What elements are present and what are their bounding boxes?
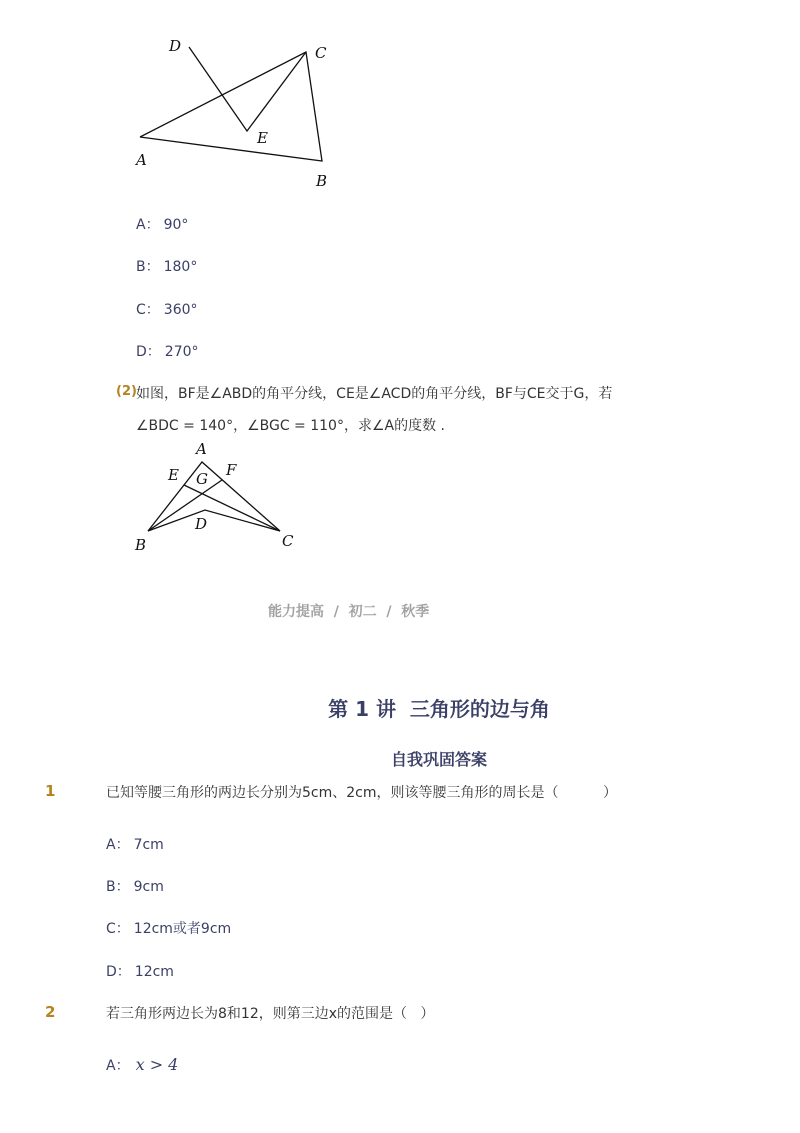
q1-option-a[interactable] [106,834,164,854]
option-letter: D： [136,344,161,360]
question-number-2: 2 [45,1003,56,1021]
option-text: 9cm [133,879,164,895]
figure-2-diagram [130,436,310,556]
option-text: x > 4 [135,1055,179,1074]
option-letter: A： [106,837,130,853]
option-text: 180° [163,259,198,275]
option-letter: B： [106,879,130,895]
option-a[interactable] [136,214,188,234]
fig2-label-d: D [195,515,208,533]
q1-option-c[interactable] [106,918,231,938]
option-letter: D： [106,964,131,980]
sub-question-line-1: 如图，BF是∠ABD的角平分线，CE是∠ACD的角平分线，BF与CE交于G，若 [136,386,613,402]
sub-question-number: (2) [116,384,137,399]
fig2-label-c: C [282,532,294,550]
fig2-segment-bf [148,480,222,531]
fig1-label-e: E [257,129,268,147]
option-letter: C： [106,921,130,937]
option-d[interactable] [136,341,199,361]
option-c[interactable] [136,299,198,319]
option-letter: A： [136,217,160,233]
fig2-label-a: A [196,440,207,458]
fig1-polyline-dec [189,47,306,131]
fig2-label-e: E [168,466,179,484]
fig1-label-c: C [315,44,327,62]
option-text: 7cm [133,837,164,853]
question-2-text: 若三角形两边长为8和12，则第三边x的范围是（ ） [106,1006,435,1022]
page-footer: 能力提高 / 初二 / 秋季 [268,604,430,620]
option-letter: C： [136,302,160,318]
fig1-triangle-abc [140,52,322,161]
option-text: 90° [163,217,189,233]
fig1-label-a: A [136,151,147,169]
fig2-label-g: G [196,470,208,488]
option-text: 270° [164,344,199,360]
sub-question-line-2: ∠BDC = 140°，∠BGC = 110°，求∠A的度数 . [136,418,445,434]
figure-1-diagram [120,30,360,200]
q1-option-b[interactable] [106,876,164,896]
option-letter: B： [136,259,160,275]
option-letter: A： [106,1058,130,1074]
fig2-label-f: F [226,461,237,479]
section-title: 自我巩固答案 [390,750,487,769]
option-text: 12cm [134,964,174,980]
option-text: 12cm或者9cm [133,921,232,937]
lecture-title: 第 1 讲 三角形的边与角 [328,697,550,721]
q1-option-d[interactable] [106,961,174,981]
question-number-1: 1 [45,782,56,800]
fig1-label-d: D [169,37,182,55]
question-1-text: 已知等腰三角形的两边长分别为5cm、2cm，则该等腰三角形的周长是（ ） [106,785,617,801]
option-text: 360° [163,302,198,318]
fig2-label-b: B [135,536,147,554]
q2-option-a[interactable] [106,1055,178,1075]
fig1-label-b: B [316,172,328,190]
option-b[interactable] [136,256,197,276]
